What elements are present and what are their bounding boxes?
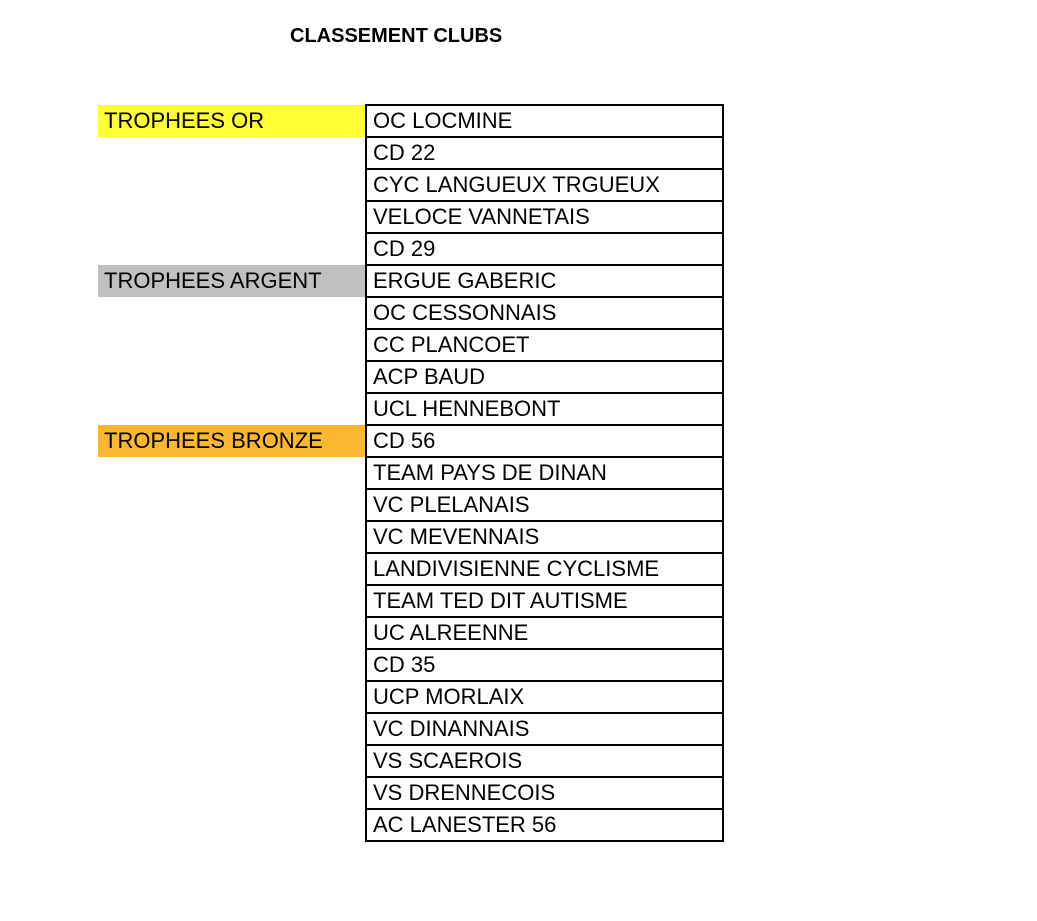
- club-cell: UCL HENNEBONT: [366, 393, 723, 425]
- club-cell: UCP MORLAIX: [366, 681, 723, 713]
- table-row: [366, 521, 723, 553]
- club-cell: VS DRENNECOIS: [366, 777, 723, 809]
- club-cell: CD 35: [366, 649, 723, 681]
- club-cell: TEAM PAYS DE DINAN: [366, 457, 723, 489]
- table-row: [366, 169, 723, 201]
- club-cell: OC LOCMINE: [366, 105, 723, 137]
- table-row: [366, 361, 723, 393]
- table-row: [366, 201, 723, 233]
- table-row: [366, 681, 723, 713]
- table-row: [366, 393, 723, 425]
- club-cell: CD 22: [366, 137, 723, 169]
- club-cell: LANDIVISIENNE CYCLISME: [366, 553, 723, 585]
- table-row: [366, 745, 723, 777]
- table-row: [366, 297, 723, 329]
- trophy-label-or: TROPHEES OR: [98, 105, 365, 137]
- table-row: [366, 233, 723, 265]
- table-row: [366, 777, 723, 809]
- club-cell: VELOCE VANNETAIS: [366, 201, 723, 233]
- table-row: [366, 617, 723, 649]
- club-cell: ACP BAUD: [366, 361, 723, 393]
- table-row: [366, 809, 723, 841]
- club-cell: CD 29: [366, 233, 723, 265]
- trophy-label-argent: TROPHEES ARGENT: [98, 265, 365, 297]
- club-cell: VC DINANNAIS: [366, 713, 723, 745]
- club-cell: CYC LANGUEUX TRGUEUX: [366, 169, 723, 201]
- club-cell: AC LANESTER 56: [366, 809, 723, 841]
- table-row: [366, 713, 723, 745]
- club-cell: UC ALREENNE: [366, 617, 723, 649]
- club-cell: TEAM TED DIT AUTISME: [366, 585, 723, 617]
- table-row: [366, 457, 723, 489]
- trophy-label-bronze: TROPHEES BRONZE: [98, 425, 365, 457]
- page-title: CLASSEMENT CLUBS: [290, 25, 503, 47]
- table-row: [366, 265, 723, 297]
- club-cell: OC CESSONNAIS: [366, 297, 723, 329]
- table-row: [366, 329, 723, 361]
- club-cell: VC PLELANAIS: [366, 489, 723, 521]
- table-row: [366, 553, 723, 585]
- table-row: [366, 649, 723, 681]
- table-row: [366, 585, 723, 617]
- table-row: [366, 489, 723, 521]
- club-cell: VS SCAEROIS: [366, 745, 723, 777]
- club-cell: VC MEVENNAIS: [366, 521, 723, 553]
- club-cell: CD 56: [366, 425, 723, 457]
- table-row: [366, 425, 723, 457]
- club-cell: CC PLANCOET: [366, 329, 723, 361]
- table-row: [366, 137, 723, 169]
- clubs-table: [365, 104, 724, 842]
- club-cell: ERGUE GABERIC: [366, 265, 723, 297]
- table-row: [366, 105, 723, 137]
